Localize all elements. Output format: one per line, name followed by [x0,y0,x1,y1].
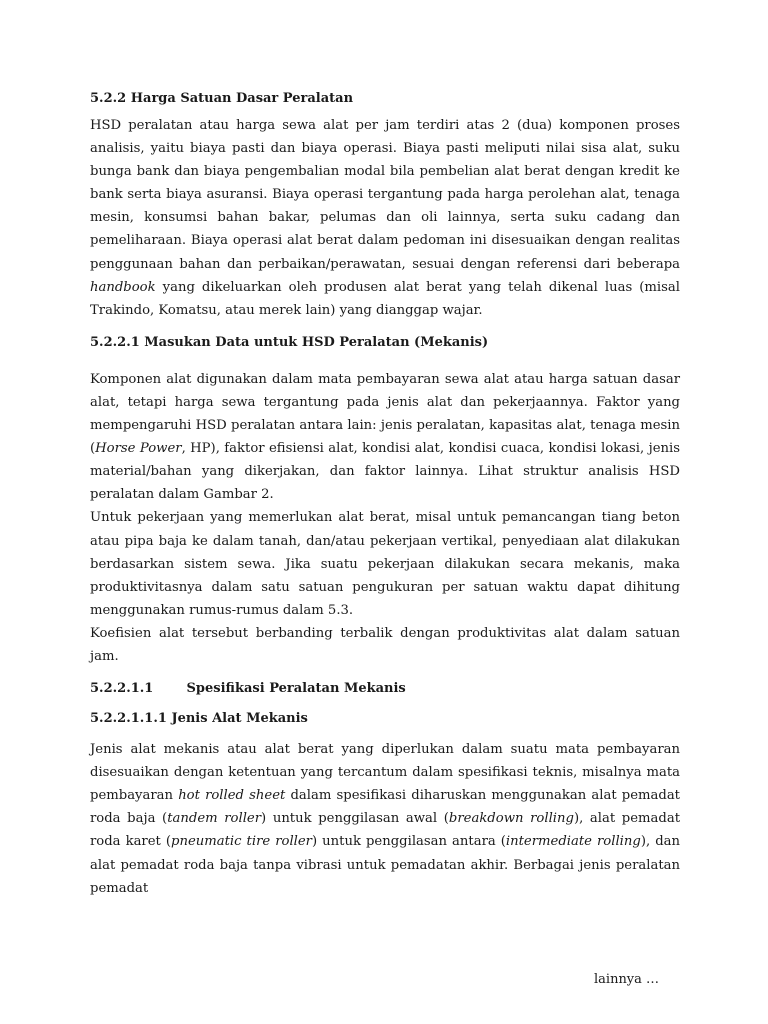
text-run: HSD peralatan atau harga sewa alat per jam terdiri atas 2 (dua) komponen proses analisis, yaitu biaya pasti dan biaya operasi. Biaya pasti meliputi nilai sisa alat, suku bunga bank dan biaya pengembalian modal bila pembelian alat berat dengan kredit ke bank serta biaya asuransi. Biaya operasi tergantung pada harga perolehan alat, tenaga mesin, konsumsi bahan bakar, pelumas dan oli lainnya, serta suku cadang dan pemeliharaan. Biaya operasi alat berat dalam pedoman ini disesuaikan dengan realitas penggunaan bahan dan perbaikan/perawatan, sesuai dengan referensi dari beberapa [90,118,680,272]
section-title: Jenis Alat Mekanis [171,711,308,727]
section-heading-5-2-2 [90,88,680,110]
section-heading-5-2-2-1-1-1 [90,708,680,730]
text-run: ), alat pemadat roda karet ( [90,811,680,850]
italic-term: breakdown rolling [448,811,574,827]
text-run: ) untuk penggilasan antara ( [312,834,506,850]
paragraph-hsd-peralatan [90,114,680,322]
text-run: ), dan alat pemadat roda baja tanpa vibrasi untuk pemadatan akhir. Berbagai jenis peralatan pemadat [90,834,680,896]
section-number: 5.2.2 [90,91,127,106]
section-number: 5.2.2.1 [90,334,140,350]
text-run: , HP), faktor efisiensi alat, kondisi alat, kondisi cuaca, kondisi lokasi, jenis material/bahan yang dikerjakan, dan faktor lainnya. Lihat struktur analisis HSD peralatan dalam Gambar 2. [90,441,680,503]
paragraph-koefisien [90,622,680,668]
section-title: Masukan Data untuk HSD Peralatan (Mekanis) [144,334,489,350]
italic-term: Horse Power [95,441,182,457]
text-run: dalam spesifikasi diharuskan menggunakan alat pemadat roda baja ( [90,788,680,827]
text-run: Koefisien alat tersebut berbanding terbalik dengan produktivitas alat dalam satuan jam. [90,625,680,664]
section-number: 5.2.2.1.1.1 [90,711,167,727]
text-run: Untuk pekerjaan yang memerlukan alat berat, misal untuk pemancangan tiang beton atau pipa baja ke dalam tanah, dan/atau pekerjaan vertikal, penyediaan alat dilakukan berdasarkan sistem sewa. Jika suatu pekerjaan dilakukan secara mekanis, maka produktivitasnya dalam satu satuan pengukuran per satuan waktu dapat dihitung menggunakan rumus-rumus dalam 5.3. [90,510,680,618]
text-run: ) untuk penggilasan awal ( [261,811,449,827]
paragraph-alat-berat [90,506,680,621]
section-heading-5-2-2-1-1 [90,678,680,700]
section-title: Harga Satuan Dasar Peralatan [130,91,354,106]
paragraph-komponen-alat [90,368,680,507]
text-run: yang dikeluarkan oleh produsen alat berat yang telah dikenal luas (misal Trakindo, Komatsu, atau merek lain) yang dianggap wajar. [90,279,680,318]
text-run: Jenis alat mekanis atau alat berat yang diperlukan dalam suatu mata pembayaran disesuaikan dengan ketentuan yang tercantum dalam spesifikasi teknis, misalnya mata pembayaran [90,742,680,804]
text-run: Komponen alat digunakan dalam mata pembayaran sewa alat atau harga satuan dasar alat, tetapi harga sewa tergantung pada jenis alat dan pekerjaannya. Faktor yang mempengaruhi HSD peralatan antara lain: jenis peralatan, kapasitas alat, tenaga mesin ( [90,371,680,457]
section-title: Spesifikasi Peralatan Mekanis [186,681,406,697]
italic-term: intermediate rolling [505,834,641,850]
document-page [90,88,680,910]
paragraph-jenis-alat [90,738,680,900]
italic-term: tandem roller [167,811,262,827]
section-number: 5.2.2.1.1 [90,681,154,697]
page-continuation: lainnya … [594,972,660,987]
italic-term: pneumatic tire roller [171,834,312,850]
italic-term: hot rolled sheet [178,788,286,804]
italic-term: handbook [90,279,156,295]
section-heading-5-2-2-1 [90,332,680,354]
